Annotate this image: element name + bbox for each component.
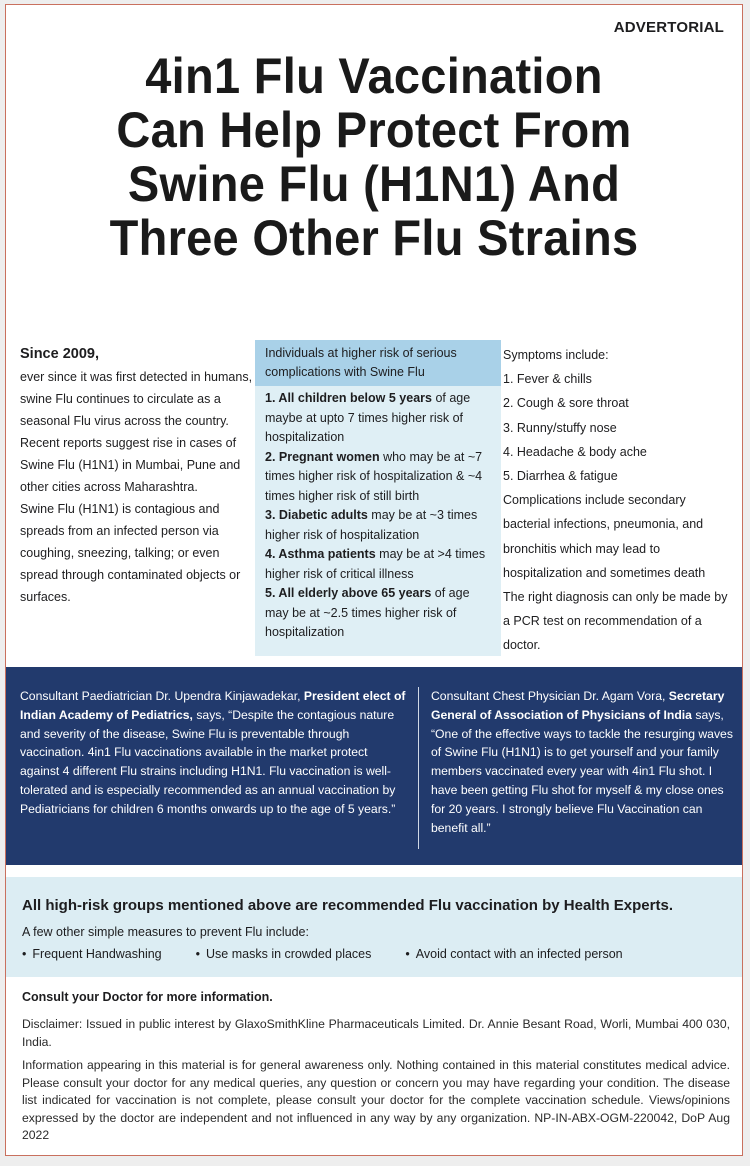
risk-item-text: may be at ~3 times higher risk of hospitalization (265, 508, 478, 542)
symptom-item: 5. Diarrhea & fatigue (503, 469, 618, 484)
quote-divider (418, 687, 419, 849)
bullet-icon: • (22, 947, 27, 961)
headline-line: Three Other Flu Strains (109, 210, 639, 266)
symptom-item: 4. Headache & body ache (503, 444, 647, 459)
headline (28, 49, 720, 265)
quote-paediatrician (20, 687, 410, 819)
risk-item (265, 448, 495, 507)
quote-speaker: Consultant Paediatrician Dr. Upendra Kinjawadekar, (20, 689, 304, 703)
prevention-intro: A few other simple measures to prevent Flu include: (22, 925, 309, 939)
risk-groups-box (255, 340, 501, 656)
quote-affiliation: Secretary General of Association of Physicians of India (431, 689, 725, 722)
prevention-item-text: Frequent Handwashing (32, 947, 162, 961)
intro-lead: Since 2009, (20, 346, 99, 362)
symptom-item: 1. Fever & chills (503, 372, 592, 387)
recommendation-band (6, 877, 742, 977)
headline-line: Can Help Protect From (116, 102, 632, 158)
symptoms-column (503, 343, 733, 658)
risk-groups-heading: Individuals at higher risk of serious complications with Swine Flu (255, 340, 501, 386)
bullet-icon: • (195, 947, 201, 961)
intro-column (20, 343, 256, 608)
headline-line: 4in1 Flu Vaccination (145, 48, 603, 104)
risk-groups-list (255, 386, 501, 643)
risk-item-title: 5. All elderly above 65 years (265, 586, 432, 600)
quote-chest-physician (431, 687, 736, 837)
prevention-list (22, 947, 657, 961)
risk-item (265, 584, 495, 643)
disclaimer-text: Disclaimer: Issued in public interest by GlaxoSmithKline Pharmaceuticals Limited. Dr. Annie Besant Road, Worli, Mumbai 400 030, India. (22, 1017, 730, 1049)
contagion-paragraph: Swine Flu (H1N1) is contagious and spreads from an infected person via coughing, sneezing, talking; or even spread through contaminated objects or surfaces. (20, 502, 241, 604)
diagnosis-text: The right diagnosis can only be made by a PCR test on recommendation of a doctor. (503, 590, 728, 653)
risk-item-title: 3. Diabetic adults (265, 508, 368, 522)
quote-speaker: Consultant Chest Physician Dr. Agam Vora, (431, 689, 669, 703)
risk-item-title: 4. Asthma patients (265, 547, 376, 561)
prevention-item-text: Use masks in crowded places (206, 947, 372, 961)
expert-quotes-band (6, 667, 742, 865)
advertorial-page (5, 4, 743, 1156)
quote-text: says, “One of the effective ways to tackle the resurging waves of Swine Flu (H1N1) is to get yourself and your family members vaccinated every year with 4in1 Flu shot. I have been getting Flu shot for myself & my close ones for 20 years. I strongly believe Flu Vaccination can benefit all.” (431, 707, 733, 835)
prevention-item (22, 947, 162, 961)
symptom-item: 2. Cough & sore throat (503, 396, 629, 411)
risk-item-text: who may be at ~7 times higher risk of hospitalization & ~4 times higher risk of still birth (265, 449, 483, 503)
risk-item-title: 1. All children below 5 years (265, 391, 432, 405)
symptoms-intro: Symptoms include: (503, 348, 609, 362)
risk-item-text: of age maybe at upto 7 times higher risk of hospitalization (265, 391, 471, 444)
risk-item (265, 545, 495, 584)
advertorial-tag: ADVERTORIAL (613, 19, 724, 36)
risk-item (265, 506, 495, 545)
prevention-item (196, 947, 372, 961)
prevention-item (405, 947, 622, 961)
prevention-item-text: Avoid contact with an infected person (415, 947, 623, 961)
footer (22, 990, 730, 1151)
recommendation-title: All high-risk groups mentioned above are recommended Flu vaccination by Health Experts. (22, 897, 673, 914)
risk-item-title: 2. Pregnant women (265, 449, 380, 464)
risk-item-text: of age may be at ~2.5 times higher risk of hospitalization (265, 586, 470, 639)
complications-text: Complications include secondary bacterial infections, pneumonia, and bronchitis which may lead to hospitalization and sometimes death (503, 493, 706, 580)
risk-item (265, 389, 495, 448)
bullet-icon: • (405, 947, 410, 961)
information-notice: Information appearing in this material is for general awareness only. Nothing contained in this material constitutes medical advice. Please consult your doctor for any medical queries, any question or concern you may have regarding your condition. The disease list indicated for vaccination is not complete, please consult your doctor for the complete vaccination schedule. Views/opinions expressed by the doctor are independent and not influenced in any way by any organization. NP-IN-ABX-OGM-220042, DoP Aug 2022 (22, 1058, 730, 1142)
quote-affiliation: President elect of Indian Academy of Pediatrics, (20, 689, 406, 722)
intro-paragraph: ever since it was first detected in humans, swine Flu continues to circulate as a seasonal Flu virus across the country. Recent reports suggest rise in cases of Swine Flu (H1N1) in Mumbai, Pune and other cities across Maharashtra. (20, 370, 253, 494)
headline-line: Swine Flu (H1N1) And (127, 156, 621, 212)
consult-doctor-note: Consult your Doctor for more information. (22, 990, 273, 1004)
quote-text: says, “Despite the contagious nature and severity of the disease, Swine Flu is preventable through vaccination. 4in1 Flu vaccinations available in the market protect against 4 different Flu strains including H1N1. Flu vaccination is well-tolerated and is especially recommended as an annual vaccination by Pediatricians for children 6 months onwards up to the age of 5 years.” (20, 707, 396, 816)
risk-item-text: may be at >4 times higher risk of critical illness (265, 547, 486, 581)
symptom-item: 3. Runny/stuffy nose (503, 420, 617, 435)
